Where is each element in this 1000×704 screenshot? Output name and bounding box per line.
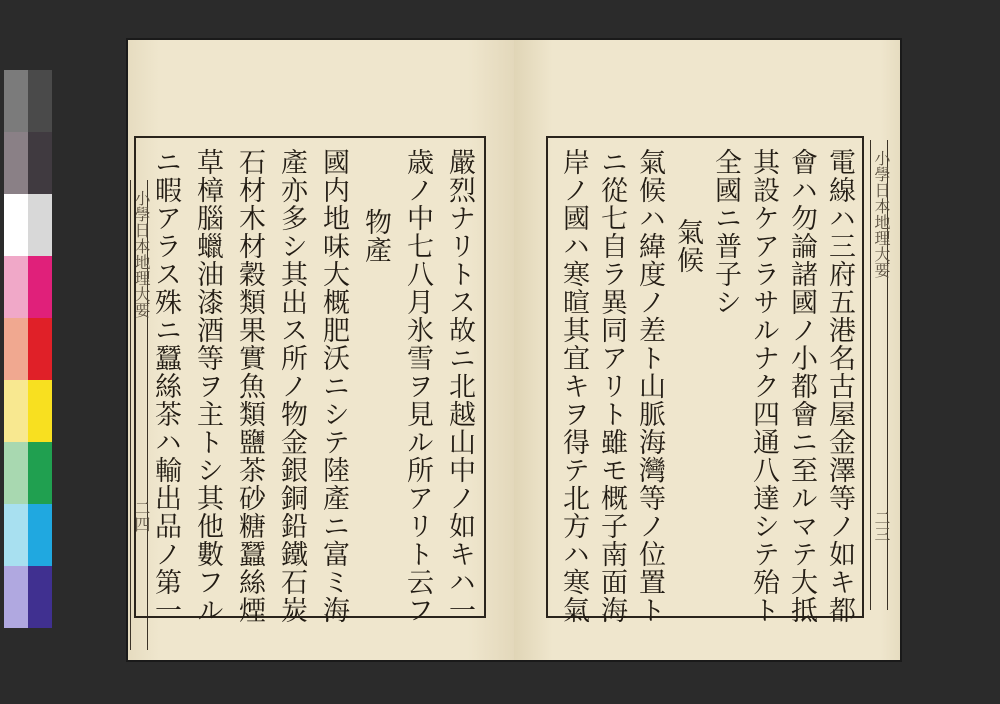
- color-swatch: [4, 256, 28, 318]
- color-swatch: [28, 70, 52, 132]
- left-page: [128, 40, 514, 660]
- color-swatch: [28, 442, 52, 504]
- color-swatch: [28, 566, 52, 628]
- color-swatch: [4, 70, 28, 132]
- left-margin-label: 小學日本地理大要: [132, 190, 151, 318]
- right-page: [514, 40, 900, 660]
- right-column-7: ニ從七自ラ異同アリト雖モ概子南面海: [596, 148, 627, 624]
- color-swatch: [28, 318, 52, 380]
- left-column-7: 草樟腦蠟油漆酒等ヲ主トシ其他數フル: [192, 148, 223, 624]
- color-swatch: [28, 380, 52, 442]
- right-page-number: 二三: [872, 510, 891, 542]
- color-swatch: [4, 132, 28, 194]
- color-swatch: [28, 194, 52, 256]
- right-column-2: 會ハ勿論諸國ノ小都會ニ至ルマテ大抵: [786, 148, 817, 624]
- color-swatch: [4, 318, 28, 380]
- color-swatch: [4, 442, 28, 504]
- left-column-5: 產亦多シ其出ス所ノ物金銀銅鉛鐵石炭: [276, 148, 307, 624]
- left-column-6: 石材木材穀類果實魚類鹽茶砂糖蠶絲煙: [234, 148, 265, 624]
- left-column-4: 國内地味大概肥沃ニシテ陸產ニ富ミ海: [318, 148, 349, 624]
- section-heading-kikou: 氣候: [672, 218, 703, 274]
- left-page-number: 二四: [132, 500, 151, 532]
- color-swatch: [4, 194, 28, 256]
- right-column-3: 其設ケアラサルナク四通八達シテ殆ト: [748, 148, 779, 624]
- color-swatch: [28, 256, 52, 318]
- color-swatch: [28, 132, 52, 194]
- right-text-frame: [546, 136, 864, 624]
- left-column-2: 歳ノ中七八月氷雪ヲ見ル所アリト云フ: [402, 148, 433, 624]
- open-book: [128, 40, 900, 660]
- section-heading-bussan: 物產: [360, 208, 391, 264]
- color-swatch: [4, 504, 28, 566]
- right-column-4: 全國ニ普子シ: [710, 148, 741, 316]
- left-column-8: ニ暇アラス殊ニ蠶絲茶ハ輸出品ノ第一: [150, 148, 181, 624]
- color-swatch: [4, 566, 28, 628]
- left-column-1: 嚴烈ナリトス故ニ北越山中ノ如キハ一: [444, 148, 475, 624]
- color-calibration-bar: [4, 70, 52, 632]
- right-column-8: 岸ノ國ハ寒暄其宜キヲ得テ北方ハ寒氣: [558, 148, 589, 624]
- color-swatch: [28, 504, 52, 566]
- right-margin-label: 小學日本地理大要: [872, 150, 891, 278]
- right-column-1: 電線ハ三府五港名古屋金澤等ノ如キ都: [824, 148, 855, 624]
- left-text-frame: [134, 136, 486, 624]
- color-swatch: [4, 380, 28, 442]
- right-column-6: 氣候ハ緯度ノ差ト山脈海灣等ノ位置ト: [634, 148, 665, 624]
